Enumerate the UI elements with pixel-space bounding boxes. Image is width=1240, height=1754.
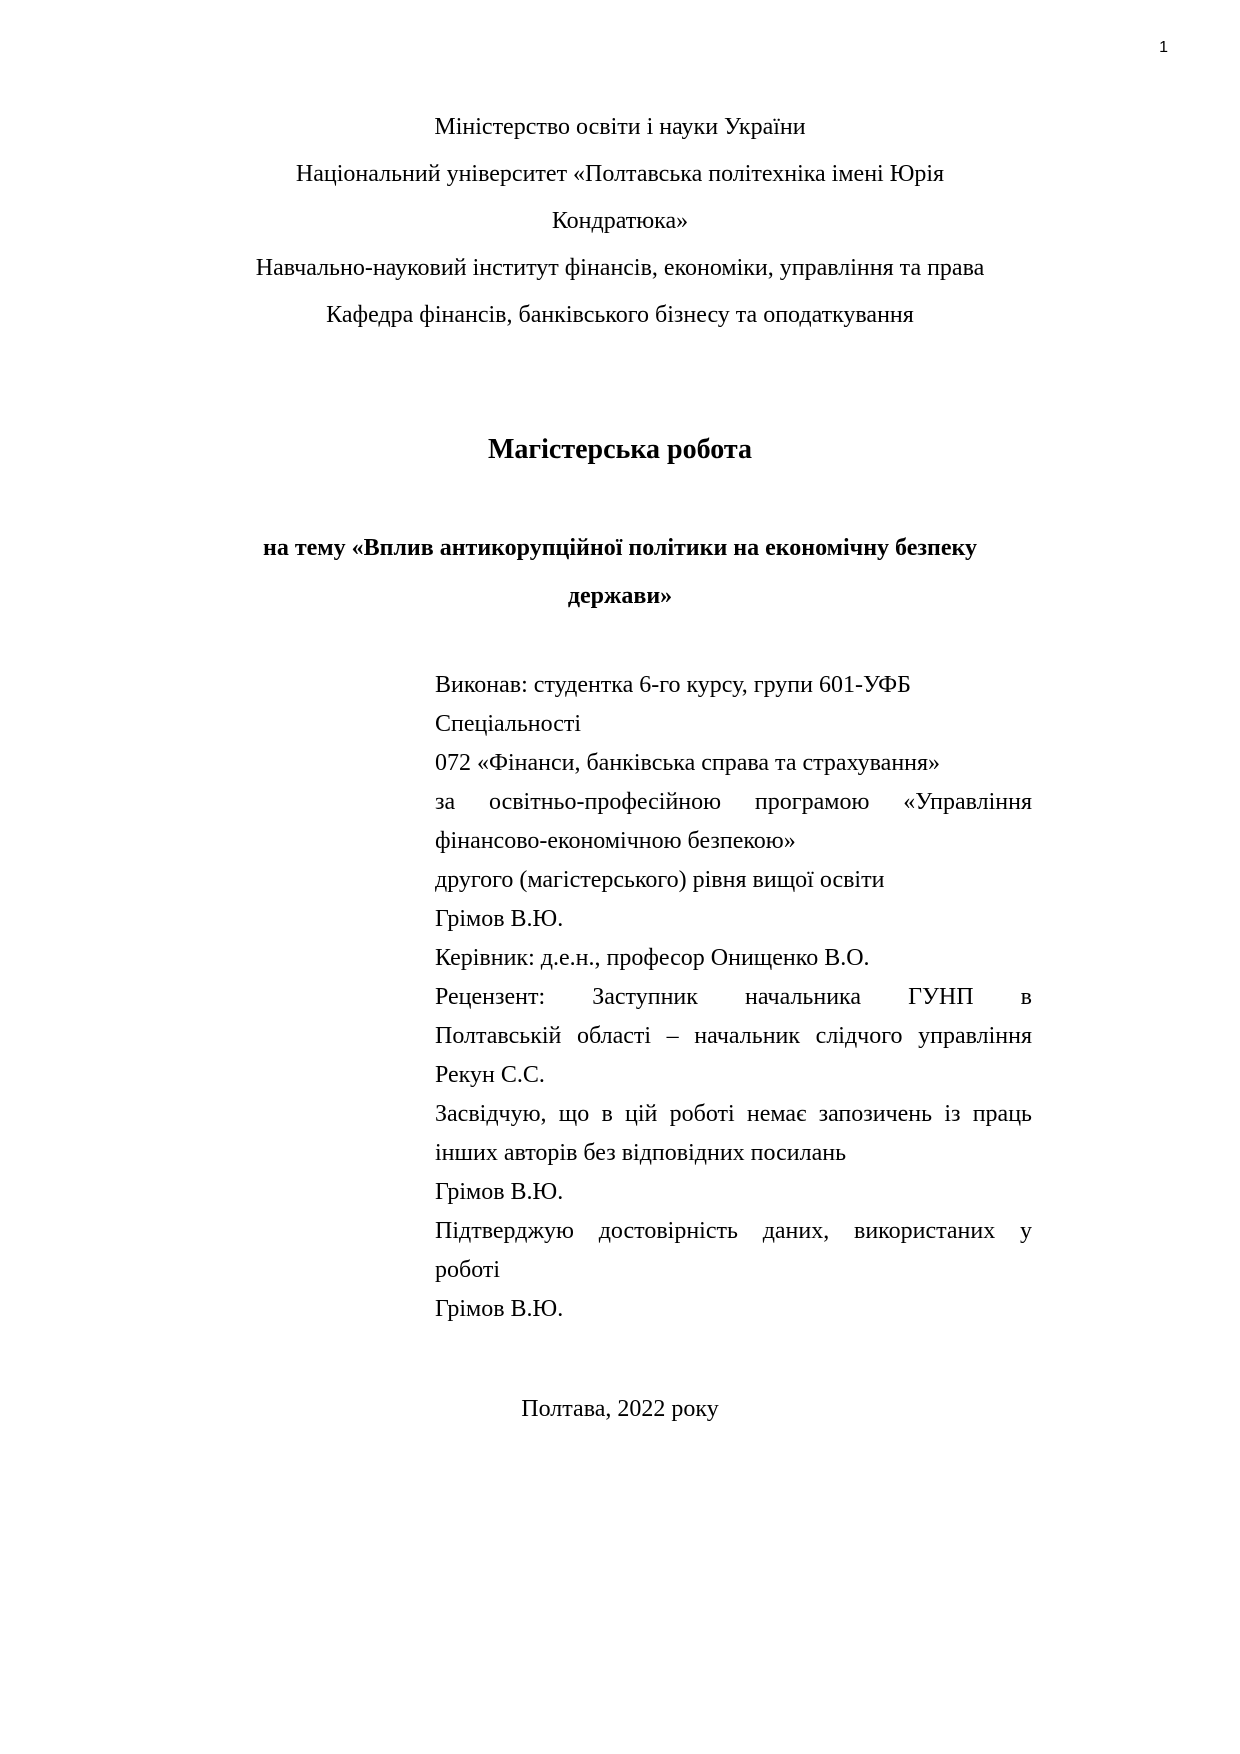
credits-line: Грімов В.Ю. xyxy=(435,906,564,932)
credits-line: 072 «Фінанси, банківська справа та страхування» xyxy=(435,750,941,776)
credits-line: Підтверджую достовірність даних, використаних у xyxy=(435,1218,1032,1244)
header-line: Кафедра фінансів, банківського бізнесу та оподаткування xyxy=(326,302,914,328)
header-line: Кондратюка» xyxy=(551,208,689,234)
credits-line: Виконав: студентка 6-го курсу, групи 601-УФБ xyxy=(435,672,911,698)
credits-block xyxy=(435,666,1032,1329)
credits-line: Рекун С.С. xyxy=(435,1062,545,1088)
header-line: Національний університет «Полтавська політехніка імені Юрія xyxy=(295,161,945,187)
footer-date: Полтава, 2022 року xyxy=(521,1396,719,1422)
thesis-topic xyxy=(0,524,1240,620)
credits-line: Керівник: д.е.н., професор Онищенко В.О. xyxy=(435,945,870,971)
thesis-topic-line: на тему «Вплив антикорупційної політики на економічну безпеку xyxy=(263,535,977,561)
credits-line: Полтавській області – начальник слідчого управління xyxy=(435,1023,1032,1049)
thesis-topic-line: держави» xyxy=(567,583,673,609)
credits-line: Засвідчую, що в цій роботі немає запозичень із праць xyxy=(435,1101,1032,1127)
header-line: Навчально-науковий інститут фінансів, економіки, управління та права xyxy=(255,255,985,281)
credits-line: Грімов В.Ю. xyxy=(435,1296,564,1322)
page-number: 1 xyxy=(1159,39,1168,56)
credits-line: другого (магістерського) рівня вищої освіти xyxy=(435,867,885,893)
institution-header xyxy=(0,0,1240,339)
credits-line: фінансово-економічною безпекою» xyxy=(435,828,796,854)
header-line: Міністерство освіти і науки України xyxy=(434,114,806,140)
credits-line: інших авторів без відповідних посилань xyxy=(435,1140,847,1166)
credits-line: Грімов В.Ю. xyxy=(435,1179,564,1205)
credits-line: Спеціальності xyxy=(435,711,582,737)
credits-line: за освітньо-професійною програмою «Управління xyxy=(435,789,1032,815)
thesis-title: Магістерська робота xyxy=(488,434,752,465)
credits-line: роботі xyxy=(435,1257,501,1283)
credits-line: Рецензент: Заступник начальника ГУНП в xyxy=(435,984,1032,1010)
